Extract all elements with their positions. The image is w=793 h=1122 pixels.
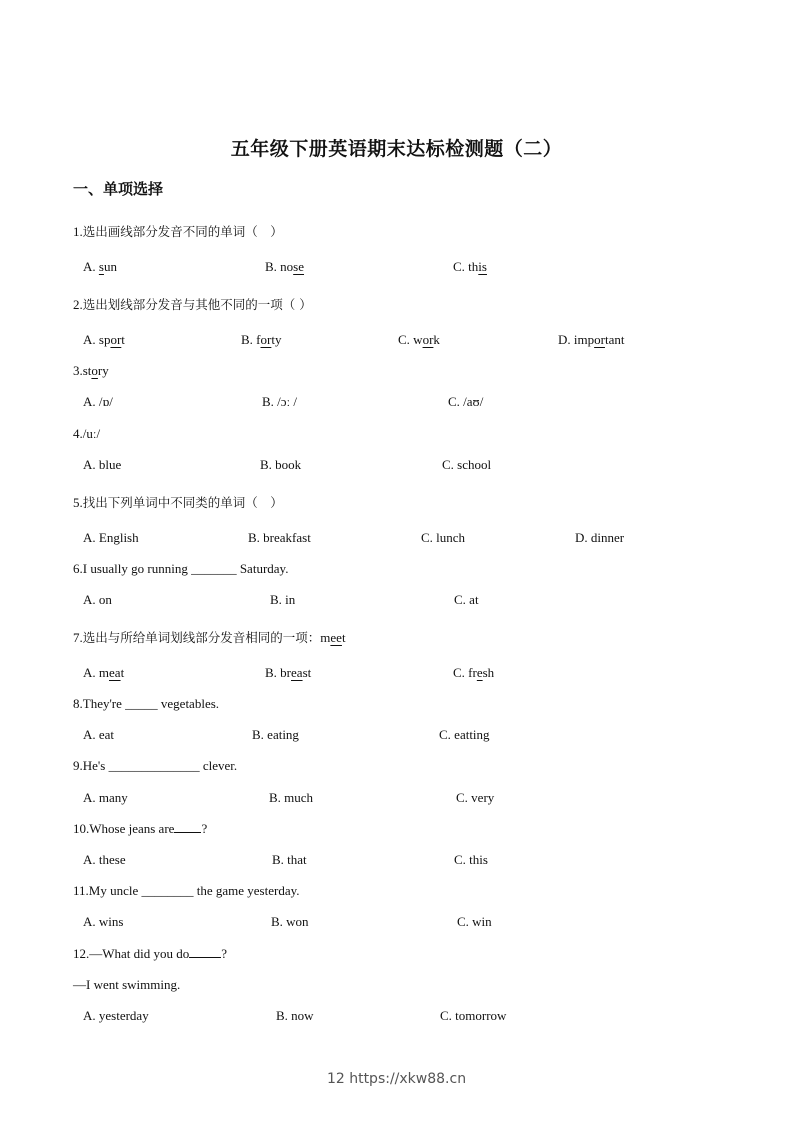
question-prompt: clever. bbox=[199, 758, 238, 773]
question-prompt: st bbox=[82, 363, 92, 378]
option-10c[interactable] bbox=[454, 852, 488, 868]
option-letter: B. bbox=[260, 457, 276, 472]
given-word: m bbox=[320, 630, 331, 645]
option-letter: A. bbox=[83, 665, 99, 680]
option-letter: D. bbox=[558, 332, 574, 347]
option-text: dinner bbox=[590, 530, 625, 545]
option-letter: B. bbox=[269, 790, 285, 805]
option-text: eatting bbox=[454, 727, 490, 742]
question-prompt: 选出划线部分发音与其他不同的一项（ ） bbox=[82, 297, 312, 312]
option-8a[interactable] bbox=[83, 727, 114, 743]
question-prompt: vegetables. bbox=[157, 696, 220, 711]
question-prompt: They're bbox=[82, 696, 126, 711]
option-text: t bbox=[120, 665, 125, 680]
option-letter: A. bbox=[83, 727, 99, 742]
question-number: 12. bbox=[73, 946, 90, 961]
option-text: w bbox=[413, 332, 423, 347]
question-number: 4. bbox=[73, 426, 83, 441]
option-9a[interactable] bbox=[83, 790, 128, 806]
option-text: /aʊ/ bbox=[463, 394, 484, 409]
option-letter: C. bbox=[442, 457, 458, 472]
option-3a[interactable] bbox=[83, 394, 113, 410]
question-number: 10. bbox=[73, 821, 90, 836]
option-text: no bbox=[280, 259, 294, 274]
question-number: 7. bbox=[73, 630, 83, 645]
question-10 bbox=[73, 821, 207, 837]
option-letter: A. bbox=[83, 790, 99, 805]
question-number: 5. bbox=[73, 495, 83, 510]
option-letter: A. bbox=[83, 259, 99, 274]
option-4b[interactable] bbox=[260, 457, 301, 473]
underlined-part: se bbox=[293, 259, 305, 274]
underlined-part: ee bbox=[330, 630, 342, 645]
option-letter: C. bbox=[454, 592, 470, 607]
option-letter: C. bbox=[439, 727, 455, 742]
page-footer: 12 https://xkw88.cn bbox=[326, 1071, 467, 1087]
underlined-part: or bbox=[260, 332, 272, 347]
option-4a[interactable] bbox=[83, 457, 121, 473]
option-2b[interactable] bbox=[241, 332, 281, 348]
question-12 bbox=[73, 946, 227, 962]
option-letter: B. bbox=[241, 332, 257, 347]
option-1c[interactable] bbox=[453, 259, 487, 275]
underlined-part: or bbox=[110, 332, 122, 347]
option-letter: B. bbox=[265, 665, 281, 680]
option-letter: C. bbox=[453, 665, 469, 680]
option-11a[interactable] bbox=[83, 914, 123, 930]
option-5a[interactable] bbox=[83, 530, 139, 546]
option-text: br bbox=[280, 665, 292, 680]
option-7c[interactable] bbox=[453, 665, 494, 681]
option-letter: B. bbox=[265, 259, 281, 274]
option-text: eat bbox=[98, 727, 115, 742]
option-6b[interactable] bbox=[270, 592, 295, 608]
option-text: k bbox=[433, 332, 440, 347]
option-text: sp bbox=[98, 332, 111, 347]
question-number: 9. bbox=[73, 758, 83, 773]
option-letter: B. bbox=[252, 727, 268, 742]
option-letter: B. bbox=[262, 394, 278, 409]
option-4c[interactable] bbox=[442, 457, 491, 473]
underlined-part: or bbox=[422, 332, 434, 347]
option-letter: C. bbox=[456, 790, 472, 805]
answer-blank bbox=[174, 821, 201, 833]
option-2d[interactable] bbox=[558, 332, 624, 348]
question-5 bbox=[73, 493, 283, 511]
option-5d[interactable] bbox=[575, 530, 624, 546]
underlined-part: e bbox=[476, 665, 483, 680]
option-5b[interactable] bbox=[248, 530, 311, 546]
option-3b[interactable] bbox=[262, 394, 297, 410]
option-text: m bbox=[98, 665, 110, 680]
option-letter: C. bbox=[398, 332, 414, 347]
question-1 bbox=[73, 222, 283, 240]
option-letter: B. bbox=[248, 530, 264, 545]
option-text: th bbox=[468, 259, 479, 274]
option-text: /ɒ/ bbox=[98, 394, 113, 409]
question-8 bbox=[73, 696, 219, 712]
option-1b[interactable] bbox=[265, 259, 304, 275]
option-8c[interactable] bbox=[439, 727, 490, 743]
option-2c[interactable] bbox=[398, 332, 440, 348]
option-text: yesterday bbox=[98, 1008, 149, 1023]
option-9b[interactable] bbox=[269, 790, 313, 806]
question-9 bbox=[73, 758, 237, 774]
document-title: 五年级下册英语期末达标检测题（二） bbox=[230, 138, 563, 160]
question-number: 1. bbox=[73, 224, 83, 239]
option-6c[interactable] bbox=[454, 592, 479, 608]
question-prompt: ry bbox=[97, 363, 109, 378]
option-6a[interactable] bbox=[83, 592, 112, 608]
option-text: on bbox=[98, 592, 112, 607]
option-text: wins bbox=[98, 914, 124, 929]
option-text: /ɔː / bbox=[277, 394, 298, 409]
question-prompt: ? bbox=[201, 821, 208, 836]
question-number: 8. bbox=[73, 696, 83, 711]
question-number: 11. bbox=[73, 883, 89, 898]
underlined-part: ea bbox=[109, 665, 121, 680]
option-text: st bbox=[302, 665, 312, 680]
option-5c[interactable] bbox=[421, 530, 465, 546]
question-number: 6. bbox=[73, 561, 83, 576]
option-12c[interactable] bbox=[440, 1008, 506, 1024]
question-prompt: /uː/ bbox=[82, 426, 101, 441]
option-text: won bbox=[286, 914, 309, 929]
option-2a[interactable] bbox=[83, 332, 125, 348]
question-number: 3. bbox=[73, 363, 83, 378]
question-prompt: I usually go running bbox=[82, 561, 192, 576]
question-11 bbox=[73, 883, 300, 899]
question-prompt: ? bbox=[221, 946, 228, 961]
answer-blank: ______________ bbox=[108, 758, 200, 773]
option-text: school bbox=[457, 457, 492, 472]
option-text: in bbox=[285, 592, 296, 607]
question-7 bbox=[73, 628, 346, 646]
option-letter: B. bbox=[271, 914, 287, 929]
option-text: now bbox=[291, 1008, 314, 1023]
option-text: blue bbox=[98, 457, 122, 472]
question-12-reply: —I went swimming. bbox=[73, 977, 181, 992]
question-prompt: 选出与所给单词划线部分发音相同的一项： bbox=[82, 630, 321, 645]
section-heading: 一、单项选择 bbox=[73, 180, 164, 198]
option-letter: A. bbox=[83, 530, 99, 545]
answer-blank: ________ bbox=[141, 883, 194, 898]
question-2 bbox=[73, 295, 312, 313]
underlined-part: o bbox=[91, 363, 98, 378]
question-prompt: 选出画线部分发音不同的单词（ ） bbox=[82, 224, 283, 239]
option-text: lunch bbox=[436, 530, 466, 545]
answer-blank bbox=[189, 946, 221, 958]
option-11b[interactable] bbox=[271, 914, 309, 930]
option-letter: A. bbox=[83, 457, 99, 472]
option-11c[interactable] bbox=[457, 914, 492, 930]
option-7a[interactable] bbox=[83, 665, 124, 681]
option-letter: B. bbox=[270, 592, 286, 607]
option-text: win bbox=[472, 914, 492, 929]
option-letter: C. bbox=[454, 852, 470, 867]
option-7b[interactable] bbox=[265, 665, 311, 681]
answer-blank: _______ bbox=[191, 561, 237, 576]
question-prompt: My uncle bbox=[88, 883, 142, 898]
option-text: this bbox=[469, 852, 488, 867]
option-letter: A. bbox=[83, 852, 99, 867]
underlined-part: s bbox=[98, 259, 104, 274]
question-3 bbox=[73, 363, 109, 379]
given-word: t bbox=[341, 630, 346, 645]
option-10a[interactable] bbox=[83, 852, 126, 868]
option-8b[interactable] bbox=[252, 727, 299, 743]
question-prompt: 找出下列单词中不同类的单词（ ） bbox=[82, 495, 283, 510]
option-3c[interactable] bbox=[448, 394, 483, 410]
option-text: f bbox=[256, 332, 261, 347]
option-text: imp bbox=[573, 332, 595, 347]
option-text: breakfast bbox=[263, 530, 311, 545]
option-text: these bbox=[98, 852, 126, 867]
question-4 bbox=[73, 426, 100, 442]
underlined-part: ea bbox=[291, 665, 303, 680]
option-text: fr bbox=[468, 665, 477, 680]
option-1a[interactable] bbox=[83, 259, 117, 275]
option-text: tomorrow bbox=[455, 1008, 507, 1023]
question-prompt: Saturday. bbox=[236, 561, 289, 576]
option-letter: B. bbox=[276, 1008, 292, 1023]
option-letter: C. bbox=[453, 259, 469, 274]
option-text: t bbox=[121, 332, 125, 347]
underlined-part: or bbox=[594, 332, 605, 347]
option-letter: C. bbox=[421, 530, 437, 545]
underlined-part: is bbox=[478, 259, 487, 274]
question-prompt: He's bbox=[82, 758, 109, 773]
option-12a[interactable] bbox=[83, 1008, 149, 1024]
question-6 bbox=[73, 561, 288, 577]
option-text: that bbox=[287, 852, 307, 867]
option-text: much bbox=[284, 790, 314, 805]
option-10b[interactable] bbox=[272, 852, 307, 868]
option-text: English bbox=[98, 530, 139, 545]
option-letter: A. bbox=[83, 394, 99, 409]
option-letter: C. bbox=[457, 914, 473, 929]
option-text: very bbox=[471, 790, 495, 805]
question-number: 2. bbox=[73, 297, 83, 312]
option-letter: B. bbox=[272, 852, 288, 867]
question-prompt: Whose jeans are bbox=[89, 821, 175, 836]
option-12b[interactable] bbox=[276, 1008, 314, 1024]
option-text: many bbox=[98, 790, 128, 805]
option-letter: A. bbox=[83, 592, 99, 607]
option-letter: A. bbox=[83, 332, 99, 347]
option-text: tant bbox=[604, 332, 625, 347]
option-letter: A. bbox=[83, 1008, 99, 1023]
option-text: at bbox=[469, 592, 479, 607]
option-text: sh bbox=[482, 665, 495, 680]
question-prompt: —What did you do bbox=[89, 946, 190, 961]
option-letter: A. bbox=[83, 914, 99, 929]
option-letter: D. bbox=[575, 530, 591, 545]
answer-blank: _____ bbox=[125, 696, 158, 711]
option-text: ty bbox=[271, 332, 282, 347]
option-9c[interactable] bbox=[456, 790, 494, 806]
option-letter: C. bbox=[440, 1008, 456, 1023]
question-prompt: the game yesterday. bbox=[193, 883, 300, 898]
option-text: un bbox=[103, 259, 117, 274]
option-text: eating bbox=[267, 727, 299, 742]
option-letter: C. bbox=[448, 394, 464, 409]
option-text: book bbox=[275, 457, 302, 472]
